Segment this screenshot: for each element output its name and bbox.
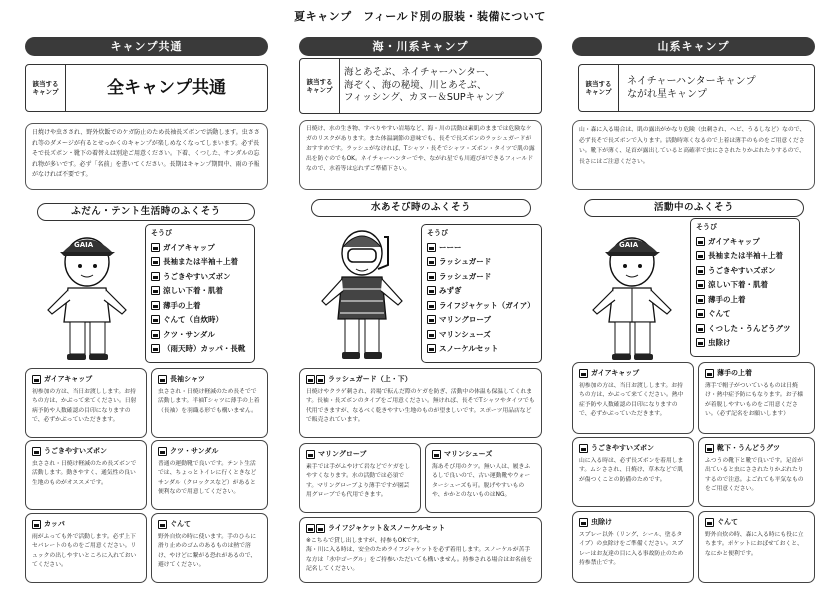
info-card: 靴下・うんどうグツ ふつうの靴下と靴で良いです。足首が出ていると虫にさされたりかぶれたりするので注意。よごれても平気なものをご用意ください。 bbox=[698, 437, 815, 507]
cap-icon bbox=[32, 375, 41, 384]
list-item: 長袖または半袖＋上着 bbox=[151, 255, 249, 270]
list-item: ぐんて bbox=[696, 307, 794, 322]
list-item: （雨天時）カッパ・長靴 bbox=[151, 342, 249, 357]
glove-icon bbox=[158, 520, 167, 529]
info-card: ラッシュガード（上・下） 日焼けやクラゲ刺され、岩場で転んだ際のケガを防ぎ、活動中の体温も保温してくれます。長袖・長ズボンのタイプをご用意ください。無ければ、長そでTシャツやタイツでも代用できますが、なるべく乾きやすい生地のものが望ましいです。スポーツ用品店などで販売されています。 bbox=[299, 368, 542, 438]
info-card: うごきやすいズボン 虫さされ・日焼け軽減のため長ズボンで活動します。動きやすく、通気性の良い生地のものがオススメです。 bbox=[25, 440, 147, 510]
target-label: 該当する キャンプ bbox=[579, 65, 619, 111]
list-item: ラッシュガード bbox=[427, 269, 536, 284]
info-card: 虫除け スプレー以外（リング、シール、塗るタイプ）の虫除けをご準備ください。スプレーはお友達の目に入る事故防止のため持参禁止です。 bbox=[572, 511, 694, 583]
cap-icon bbox=[151, 243, 160, 252]
target-text: 海とあそぶ、ネイチャーハンター、 海ぞく、海の秘境、川とあそぶ、 フィッシング、カヌー＆SUPキャンプ bbox=[344, 67, 504, 104]
list-item: 虫除け bbox=[696, 336, 794, 351]
list-item: 薄手の上着 bbox=[151, 298, 249, 313]
glove-icon bbox=[306, 450, 315, 459]
snorkel-icon bbox=[316, 524, 325, 533]
list-item: うごきやすいズボン bbox=[151, 269, 249, 284]
sock-icon bbox=[696, 324, 705, 333]
target-box-common bbox=[25, 64, 268, 112]
pants-icon bbox=[151, 272, 160, 281]
list-item: マリングローブ bbox=[427, 313, 536, 328]
list-item: ライフジャケット（ガイア） bbox=[427, 298, 536, 313]
insect-repellent-icon bbox=[579, 518, 588, 527]
info-card: ライフジャケット＆スノーケルセット ※こちらで貸し出しますが、持参もOKです。 海・川に入る時は、安全のためライフジャケットを必ず着用します。スノーケルが苦手な方は「水中ゴーグル」をご持参いただいても構いません。持参される場合はお名前を記名してください。 bbox=[299, 517, 542, 583]
list-item: マリンシューズ bbox=[427, 327, 536, 342]
list-heading: そうび bbox=[696, 223, 717, 231]
shoe-icon bbox=[151, 330, 160, 339]
info-card: ガイアキャップ 初参加の方は、当日お渡しします。お持ちの方は、かぶって来てください。日射病予防や人数確認の目印になりますので、必ずかぶっていただきます。 bbox=[25, 368, 147, 438]
underwear-icon bbox=[696, 280, 705, 289]
raincoat-icon bbox=[32, 520, 41, 529]
equipment-list-common bbox=[145, 224, 255, 363]
target-text: 全キャンプ共通 bbox=[107, 77, 226, 98]
list-item: 涼しい下着・肌着 bbox=[696, 278, 794, 293]
child-figure-mountain bbox=[585, 222, 680, 362]
target-label: 該当する キャンプ bbox=[26, 65, 66, 111]
shoe-icon bbox=[158, 447, 167, 456]
info-card: マリングローブ 素手では手がふやけて岩などでケガをしやすくなります。水の活動では必須です。マリングローブより薄手ですが園芸用グローブでも代用できます。 bbox=[299, 443, 421, 513]
lifejacket-icon bbox=[427, 301, 436, 310]
pants-icon bbox=[696, 266, 705, 275]
underwear-icon bbox=[151, 286, 160, 295]
info-card: ガイアキャップ 初参加の方は、当日お渡しします。お持ちの方は、かぶって来てください。熱中症予防や人数確認の目印になりますので、必ずかぶっていただきます。 bbox=[572, 362, 694, 434]
section-title-sea: 水あそび時のふくそう bbox=[311, 199, 531, 217]
cap-icon bbox=[427, 243, 436, 252]
snorkel-icon bbox=[427, 344, 436, 353]
pants-icon bbox=[579, 444, 588, 453]
jacket-icon bbox=[151, 301, 160, 310]
shirt-icon bbox=[151, 257, 160, 266]
list-item: うごきやすいズボン bbox=[696, 263, 794, 278]
shirt-icon bbox=[696, 251, 705, 260]
info-card: うごきやすいズボン 山に入る時は、必ず長ズボンを着用します。ムシさされ、日焼け、草木などで肌が傷つくことの防備のためです。 bbox=[572, 437, 694, 507]
list-item: ラッシュガード bbox=[427, 255, 536, 270]
rashguard-pants-icon bbox=[427, 272, 436, 281]
glove-icon bbox=[696, 309, 705, 318]
list-item: クツ・サンダル bbox=[151, 327, 249, 342]
section-title-common: ふだん・テント生活時のふくそう bbox=[37, 203, 255, 221]
list-item: ぐんて（自炊時） bbox=[151, 313, 249, 328]
info-card: マリンシューズ 海あそび用のクツ。無い人は、履きふるしで良いので、古い運動靴やウォーターシューズも可。脱げやすいものや、かかとのないものはNG。 bbox=[425, 443, 542, 513]
column-header-common: キャンプ共通 bbox=[25, 37, 268, 56]
info-card: 薄手の上着 薄手で帽子がついているものは日焼け・熱中症予防にもなります。お子様が着脱しやすいものをご用意ください。（必ず記名をお願いします） bbox=[698, 362, 815, 434]
raincoat-icon bbox=[151, 344, 160, 353]
info-card: 長袖シャツ 虫さされ・日焼け軽減のため長そでで活動します。半袖Tシャツに薄手の上着（長袖）を羽織る形でも構いません。 bbox=[151, 368, 268, 438]
column-header-sea: 海・川系キャンプ bbox=[299, 37, 542, 56]
cap-logo: GAIA bbox=[74, 241, 94, 249]
cap-icon bbox=[579, 369, 588, 378]
equipment-list-mountain bbox=[690, 218, 800, 357]
list-item: 涼しい下着・肌着 bbox=[151, 284, 249, 299]
child-figure-cap bbox=[40, 222, 135, 362]
list-item: ーーー bbox=[427, 240, 536, 255]
glove-icon bbox=[705, 518, 714, 527]
list-item: みずぎ bbox=[427, 284, 536, 299]
info-card: ぐんて 野外自炊の時、森に入る時にも役に立ちます。ポケットにおばせておくと、なにかと便利です。 bbox=[698, 511, 815, 583]
page-title: 夏キャンプ フィールド別の服装・装備について bbox=[294, 10, 546, 23]
rashguard-icon bbox=[427, 257, 436, 266]
list-item: 薄手の上着 bbox=[696, 292, 794, 307]
sock-icon bbox=[705, 444, 714, 453]
description-mountain: 山・森に入る場合は、肌の露出がかなり危険（虫刺され、ヘビ、うるしなど）なので、必ず長そで長ズボンで入ります。活動時寒くなるので上着は薄手のものをご用意ください。靴下が薄く、足首が露出していると高確率で虫にさされたりかぶれたりするので、長さにはご注意ください。 bbox=[572, 120, 815, 190]
description-common: 日焼けや虫さされ、野外炊飯でのケガ防止のため長袖長ズボンで活動します。虫さされ等のダメージが有るとせっかくのキャンプが楽しめなくなってしまいます。必ず長そで長ズボン・靴下の着替えは別途ご用意ください。下着、くつした、サンダルの忘れ物が多いです。必ず「名前」を書いてください。長期はキャンプ期間中、雨の予報がなければ不要です。 bbox=[25, 123, 268, 190]
target-box-sea bbox=[299, 58, 542, 114]
marine-shoe-icon bbox=[427, 330, 436, 339]
equipment-list-sea bbox=[421, 224, 542, 363]
jacket-icon bbox=[696, 295, 705, 304]
section-title-mountain: 活動中のふくそう bbox=[584, 199, 804, 217]
target-box-mountain bbox=[578, 64, 815, 112]
cap-icon bbox=[696, 237, 705, 246]
rashguard-pants-icon bbox=[316, 375, 325, 384]
pants-icon bbox=[32, 447, 41, 456]
list-item: ガイアキャップ bbox=[696, 234, 794, 249]
list-heading: そうび bbox=[151, 229, 172, 237]
insect-repellent-icon bbox=[696, 338, 705, 347]
list-item: 長袖または半袖＋上着 bbox=[696, 249, 794, 264]
list-item: くつした・うんどうグツ bbox=[696, 321, 794, 336]
rashguard-icon bbox=[306, 375, 315, 384]
list-item: スノーケルセット bbox=[427, 342, 536, 357]
glove-icon bbox=[151, 315, 160, 324]
shirt-icon bbox=[158, 375, 167, 384]
target-text: ネイチャーハンターキャンプ ながれ星キャンプ bbox=[627, 76, 756, 100]
list-heading: そうび bbox=[427, 229, 448, 237]
target-label: 該当する キャンプ bbox=[300, 59, 340, 113]
info-card: ぐんて 野外自炊の時に使います。手のひらに滑り止めのゴムのあるものは熱で溶け、やけどに繋がる恐れがあるので、避けてください。 bbox=[151, 513, 268, 583]
marine-shoe-icon bbox=[432, 450, 441, 459]
info-card: カッパ 雨がふっても外で活動します。必ず上下セパレートのものをご用意ください。リュックの出しやすいところに入れておいてください。 bbox=[25, 513, 147, 583]
column-header-mountain: 山系キャンプ bbox=[572, 37, 815, 56]
glove-icon bbox=[427, 315, 436, 324]
jacket-icon bbox=[705, 369, 714, 378]
cap-logo: GAIA bbox=[619, 241, 639, 249]
description-sea: 日焼け、水の生き物、すべりやすい岩場など、海・川の活動は素肌のままでは危険なケガのリスクがあります。また体温調節の意味でも、長そで長ズボンのラッシュガードがおすすめです。ラッシュがなければ、Tシャツ・長そでシャツ・ズボン・タイツで肌の露出を防ぐのでもOK。ネイチャーハンターでや、ながれ星でも川遊びができるフィールドなので、水着等は忘れずご準備下さい。 bbox=[299, 120, 542, 190]
lifejacket-icon bbox=[306, 524, 315, 533]
child-figure-swim bbox=[312, 219, 412, 364]
info-card: クツ・サンダル 普通の運動靴で良いです。テント生活では、ちょっとトイレに行くときなどサンダル（クロックスなど）があると便利なので用意してください。 bbox=[151, 440, 268, 510]
list-item: ガイアキャップ bbox=[151, 240, 249, 255]
swimsuit-icon bbox=[427, 286, 436, 295]
